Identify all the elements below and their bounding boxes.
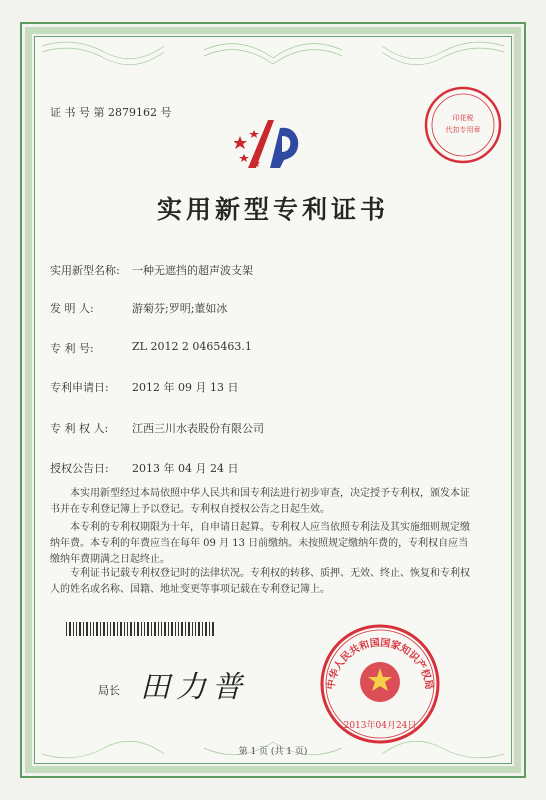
field-value-inventors: 游菊芬;罗明;董如冰	[132, 302, 228, 315]
svg-text:印花税: 印花税	[452, 114, 474, 122]
seal-date: 2013年04月24日	[343, 721, 417, 731]
official-seal	[318, 622, 442, 746]
field-label-inventors: 发 明 人:	[50, 302, 94, 315]
paragraph-examination: 本实用新型经过本局依照中华人民共和国专利法进行初步审查，决定授予专利权，颁发本证书并在专利登记簿上予以登记。专利权自授权公告之日起生效。	[50, 488, 470, 515]
cnipa-logo-icon	[234, 106, 310, 176]
field-value-patentee: 江西三川水表股份有限公司	[132, 422, 264, 435]
field-value-patent-no: ZL 2012 2 0465463.1	[132, 340, 252, 353]
field-label-patentee: 专 利 权 人:	[50, 422, 109, 435]
certificate-number: 证 书 号 第 2879162 号	[50, 106, 172, 119]
director-label: 局长	[98, 684, 120, 697]
barcode	[66, 622, 216, 636]
svg-text:代扣专用章: 代扣专用章	[445, 126, 481, 134]
field-value-filing-date: 2012 年 09 月 13 日	[132, 381, 239, 394]
field-value-grant-date: 2013 年 04 月 24 日	[132, 462, 239, 475]
field-value-name: 一种无遮挡的超声波支架	[132, 264, 253, 277]
director-signature: 田力普	[140, 670, 248, 705]
page-footer: 第 1 页 (共 1 页)	[238, 747, 308, 757]
field-label-filing-date: 专利申请日:	[50, 381, 109, 394]
certificate-title: 实用新型专利证书	[156, 195, 389, 224]
field-label-patent-no: 专 利 号:	[50, 342, 94, 355]
paragraph-legal-status: 专利证书记载专利权登记时的法律状况。专利权的转移、质押、无效、终止、恢复和专利权人的姓名或名称、国籍、地址变更等事项记载在专利登记簿上。	[50, 568, 470, 595]
paragraph-term: 本专利的专利权期限为十年，自申请日起算。专利权人应当依照专利法及其实施细则规定缴纳年费。本专利的年费应当在每年 09 月 13 日前缴纳。未按照规定缴纳年费的，专利权自应当缴纳年费期满之日起终止。	[50, 522, 470, 565]
field-label-name: 实用新型名称:	[50, 264, 120, 277]
seal-arc-text: 中华人民共和国国家知识产权局	[325, 637, 435, 691]
agency-stamp	[422, 84, 504, 166]
field-label-grant-date: 授权公告日:	[50, 462, 109, 475]
